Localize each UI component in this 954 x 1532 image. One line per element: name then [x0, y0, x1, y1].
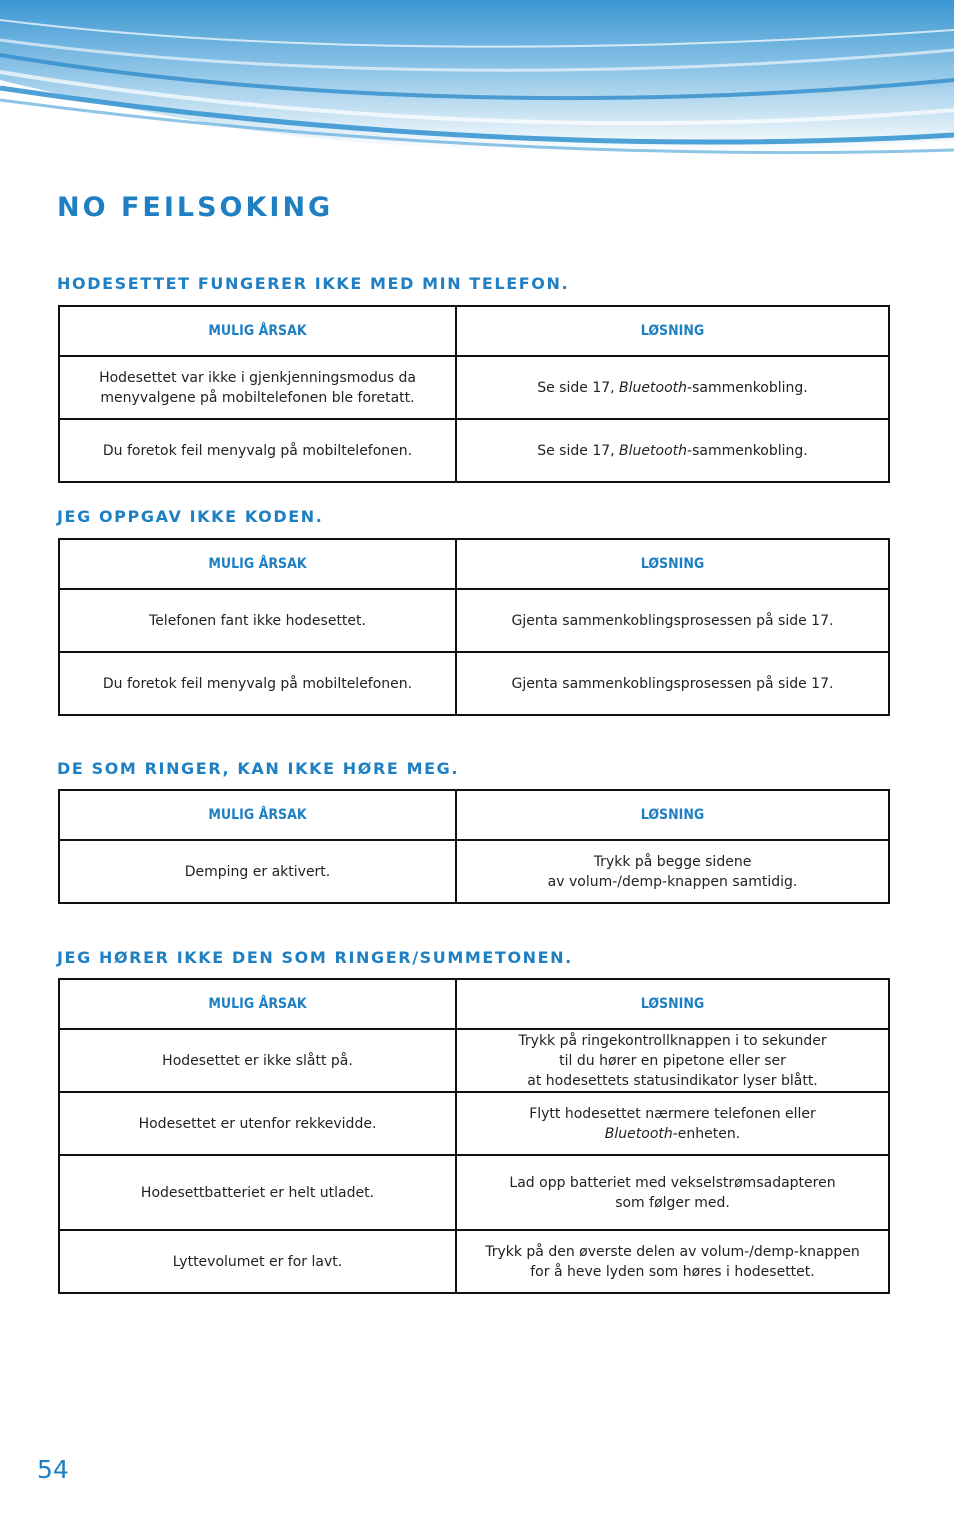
table-row — [59, 419, 889, 482]
solution-cell: Gjenta sammenkoblingsprosessen på side 17. — [456, 652, 889, 715]
column-header-solution: LØSNING — [456, 539, 889, 589]
column-header-solution: LØSNING — [456, 306, 889, 356]
troubleshooting-table-1 — [58, 305, 890, 483]
table-row — [59, 1230, 889, 1293]
cause-cell: Lyttevolumet er for lavt. — [59, 1230, 456, 1293]
solution-cell: Flytt hodesettet nærmere telefonen eller Bluetooth-enheten. — [456, 1092, 889, 1155]
solution-cell: Se side 17, Bluetooth-sammenkobling. — [456, 419, 889, 482]
section-title-headset-not-working: HODESETTET FUNGERER IKKE MED MIN TELEFON. — [57, 274, 570, 293]
cause-cell: Hodesettbatteriet er helt utladet. — [59, 1155, 456, 1230]
solution-cell: Trykk på begge sidene av volum-/demp-knappen samtidig. — [456, 840, 889, 903]
column-header-cause: MULIG ÅRSAK — [59, 539, 456, 589]
solution-cell: Se side 17, Bluetooth-sammenkobling. — [456, 356, 889, 419]
table-row — [59, 652, 889, 715]
cause-cell: Hodesettet er utenfor rekkevidde. — [59, 1092, 456, 1155]
cause-cell: Du foretok feil menyvalg på mobiltelefonen. — [59, 419, 456, 482]
column-header-cause: MULIG ÅRSAK — [59, 306, 456, 356]
section-title-cannot-hear-caller: JEG HØRER IKKE DEN SOM RINGER/SUMMETONEN. — [57, 948, 573, 967]
column-header-cause: MULIG ÅRSAK — [59, 790, 456, 840]
column-header-cause: MULIG ÅRSAK — [59, 979, 456, 1029]
table-row — [59, 1155, 889, 1230]
table-row — [59, 356, 889, 419]
cause-cell: Hodesettet var ikke i gjenkjenningsmodus da menyvalgene på mobiltelefonen ble foretatt. — [59, 356, 456, 419]
solution-cell: Lad opp batteriet med vekselstrømsadapteren som følger med. — [456, 1155, 889, 1230]
solution-cell: Trykk på ringekontrollknappen i to sekunder til du hører en pipetone eller ser at hodesettets statusindikator lyser blått. — [456, 1029, 889, 1092]
table-row — [59, 1029, 889, 1092]
page-number: 54 — [37, 1455, 69, 1484]
table-row — [59, 1092, 889, 1155]
troubleshooting-table-3 — [58, 789, 890, 904]
section-title-callers-cannot-hear: DE SOM RINGER, KAN IKKE HØRE MEG. — [57, 759, 460, 778]
column-header-solution: LØSNING — [456, 979, 889, 1029]
cause-cell: Hodesettet er ikke slått på. — [59, 1029, 456, 1092]
table-row — [59, 840, 889, 903]
header-swoosh-graphic — [0, 0, 954, 165]
column-header-solution: LØSNING — [456, 790, 889, 840]
solution-cell: Gjenta sammenkoblingsprosessen på side 17. — [456, 589, 889, 652]
table-row — [59, 589, 889, 652]
solution-cell: Trykk på den øverste delen av volum-/demp-knappen for å heve lyden som høres i hodesettet. — [456, 1230, 889, 1293]
troubleshooting-table-4 — [58, 978, 890, 1294]
troubleshooting-table-2 — [58, 538, 890, 716]
cause-cell: Du foretok feil menyvalg på mobiltelefonen. — [59, 652, 456, 715]
cause-cell: Demping er aktivert. — [59, 840, 456, 903]
cause-cell: Telefonen fant ikke hodesettet. — [59, 589, 456, 652]
section-title-code-not-entered: JEG OPPGAV IKKE KODEN. — [57, 507, 324, 526]
page-title: NO FEILSOKING — [57, 192, 334, 223]
